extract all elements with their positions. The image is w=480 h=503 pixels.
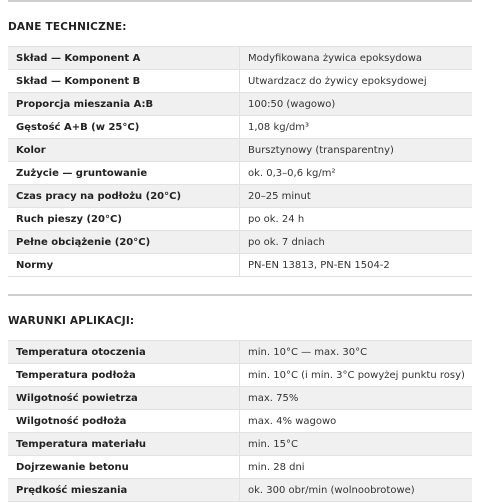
row-label: Dojrzewanie betonu [8,456,240,479]
row-label: Temperatura podłoża [8,364,240,387]
row-value: max. 75% [240,387,473,410]
row-value: min. 10°C (i min. 3°C powyżej punktu rosy) [240,364,473,387]
row-value: ok. 0,3–0,6 kg/m² [240,162,473,185]
table-row [8,456,472,479]
row-value: PN-EN 13813, PN-EN 1504-2 [240,254,473,277]
technical-data-table [8,46,472,277]
row-value: po ok. 7 dniach [240,231,473,254]
table-row [8,185,472,208]
technical-data-section [8,0,472,277]
row-value: min. 10°C — max. 30°C [240,341,473,364]
row-label: Prędkość mieszania [8,479,240,502]
row-value: po ok. 24 h [240,208,473,231]
row-value: max. 4% wagowo [240,410,473,433]
application-conditions-table [8,340,472,502]
row-label: Proporcja mieszania A:B [8,93,240,116]
table-row [8,116,472,139]
table-row [8,433,472,456]
table-row [8,387,472,410]
table-row [8,162,472,185]
application-conditions-title: WARUNKI APLIKACJI: [8,315,135,327]
row-value: 20–25 minut [240,185,473,208]
row-value: Bursztynowy (transparentny) [240,139,473,162]
row-value: min. 15°C [240,433,473,456]
section-divider [8,0,472,2]
table-row [8,254,472,277]
table-row [8,139,472,162]
table-row [8,70,472,93]
table-row [8,364,472,387]
application-conditions-section [8,294,472,502]
row-value: Utwardzacz do żywicy epoksydowej [240,70,473,93]
row-value: ok. 300 obr/min (wolnoobrotowe) [240,479,473,502]
row-label: Gęstość A+B (w 25°C) [8,116,240,139]
table-row [8,231,472,254]
technical-data-title: DANE TECHNICZNE: [8,21,127,33]
row-label: Pełne obciążenie (20°C) [8,231,240,254]
row-label: Skład — Komponent A [8,47,240,70]
row-label: Kolor [8,139,240,162]
table-row [8,47,472,70]
row-label: Normy [8,254,240,277]
section-divider [8,294,472,296]
row-value: Modyfikowana żywica epoksydowa [240,47,473,70]
row-value: 100:50 (wagowo) [240,93,473,116]
row-label: Wilgotność powietrza [8,387,240,410]
row-label: Temperatura otoczenia [8,341,240,364]
row-label: Ruch pieszy (20°C) [8,208,240,231]
row-label: Zużycie — gruntowanie [8,162,240,185]
table-row [8,208,472,231]
row-label: Czas pracy na podłożu (20°C) [8,185,240,208]
row-value: min. 28 dni [240,456,473,479]
table-row [8,410,472,433]
row-label: Skład — Komponent B [8,70,240,93]
table-row [8,479,472,502]
row-value: 1,08 kg/dm³ [240,116,473,139]
row-label: Temperatura materiału [8,433,240,456]
table-row [8,93,472,116]
table-row [8,341,472,364]
row-label: Wilgotność podłoża [8,410,240,433]
